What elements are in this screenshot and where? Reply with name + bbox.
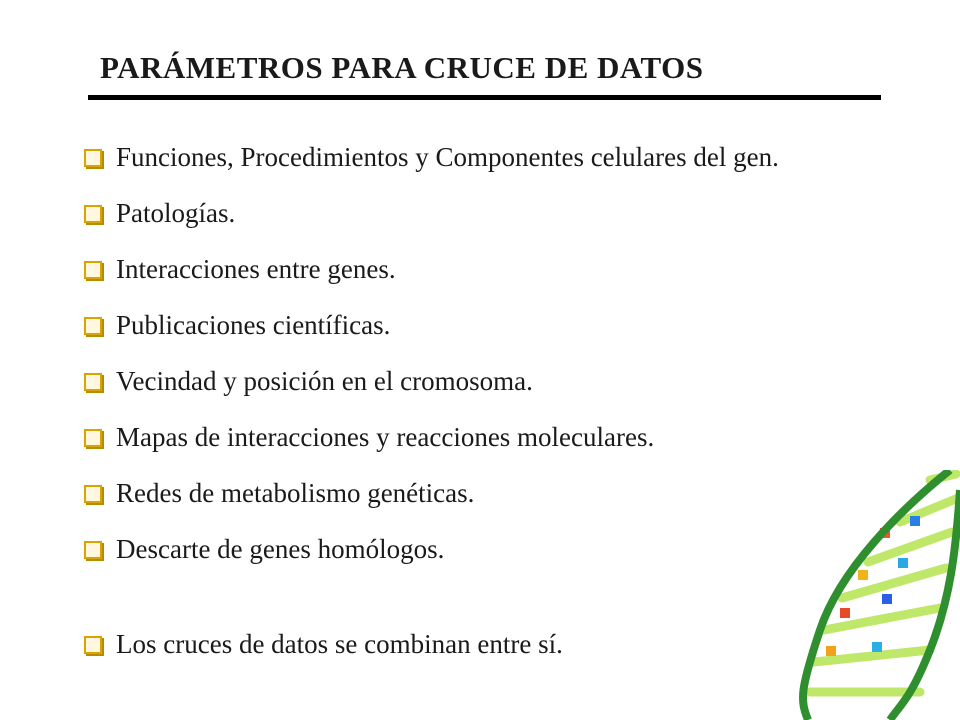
square-bullet-icon xyxy=(84,261,102,279)
list-item-text: Vecindad y posición en el cromosoma. xyxy=(116,366,533,396)
list-item-text: Publicaciones científicas. xyxy=(116,310,391,340)
square-bullet-icon xyxy=(84,541,102,559)
list-item xyxy=(84,191,924,236)
list-item xyxy=(84,135,924,180)
list-item-text: Patologías. xyxy=(116,198,236,228)
square-bullet-icon xyxy=(84,429,102,447)
title-underline xyxy=(88,95,881,100)
list-item-text: Descarte de genes homólogos. xyxy=(116,534,445,564)
list-item-text: Mapas de interacciones y reacciones moleculares. xyxy=(116,422,655,452)
square-bullet-icon xyxy=(84,149,102,167)
list-item-text: Interacciones entre genes. xyxy=(116,254,396,284)
list-item-text: Los cruces de datos se combinan entre sí. xyxy=(116,629,563,659)
list-item xyxy=(84,415,924,460)
slide-title: PARÁMETROS PARA CRUCE DE DATOS xyxy=(100,50,704,85)
square-bullet-icon xyxy=(84,205,102,223)
list-item xyxy=(84,359,924,404)
dna-rungs xyxy=(810,474,958,692)
square-bullet-icon xyxy=(84,636,102,654)
list-item-text: Funciones, Procedimientos y Componentes celulares del gen. xyxy=(116,142,779,172)
list-item xyxy=(84,247,924,292)
square-bullet-icon xyxy=(84,317,102,335)
list-item-text: Redes de metabolismo genéticas. xyxy=(116,478,475,508)
square-bullet-icon xyxy=(84,373,102,391)
list-item xyxy=(84,303,924,348)
square-bullet-icon xyxy=(84,485,102,503)
dna-helix-icon xyxy=(780,470,960,720)
